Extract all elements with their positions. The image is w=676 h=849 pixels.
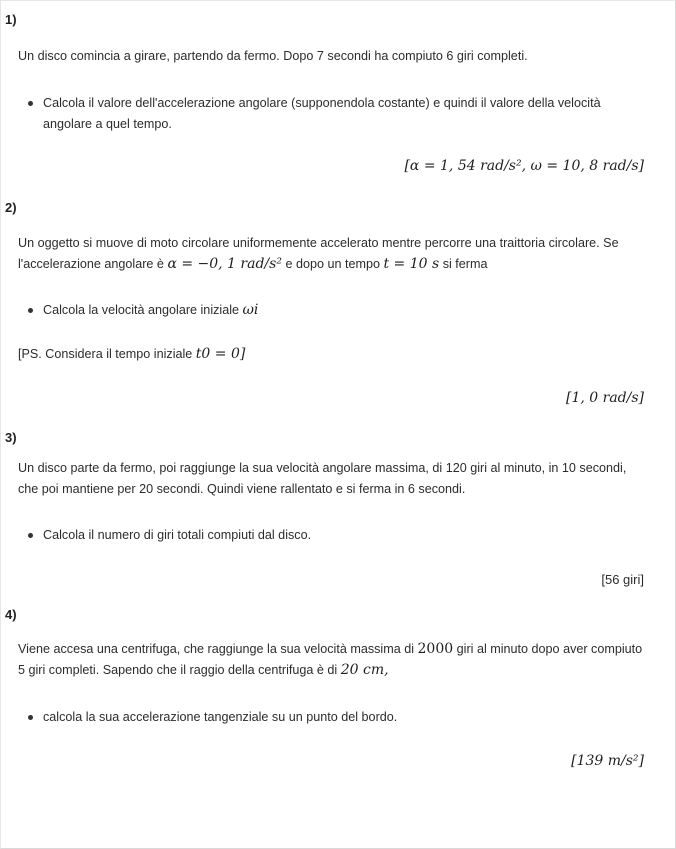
exercise-2-note xyxy=(18,344,644,365)
exercise-3-bullet: Calcola il numero di giri totali compiuti dal disco. xyxy=(28,525,644,546)
exercise-2-note-expr: t0 = 0] xyxy=(195,346,246,362)
exercise-2-number: 2) xyxy=(5,200,17,215)
exercise-2-time-expr: t = 10 s xyxy=(383,256,440,272)
exercise-1-text: Un disco comincia a girare, partendo da fermo. Dopo 7 secondi ha compiuto 6 giri completi. xyxy=(18,49,528,63)
exercise-1-answer-math: [α = 1, 54 rad/s², ω = 10, 8 rad/s] xyxy=(404,158,644,174)
exercise-2-note-text: [PS. Considera il tempo iniziale xyxy=(18,347,193,361)
exercise-3-answer: [56 giri] xyxy=(601,572,644,587)
exercise-4-bullet: calcola la sua accelerazione tangenziale su un punto del bordo. xyxy=(28,707,644,728)
exercise-2-answer xyxy=(566,390,644,406)
exercise-4-radius-expr: 20 cm, xyxy=(340,662,389,678)
exercise-1-number: 1) xyxy=(5,12,17,27)
exercise-1-bullet: Calcola il valore dell'accelerazione angolare (supponendola costante) e quindi il valore della velocità angolare a quel tempo. xyxy=(28,93,644,135)
exercise-2-alpha-expr: α = −0, 1 rad/s² xyxy=(167,256,282,272)
exercise-2-bullet-text: Calcola la velocità angolare iniziale xyxy=(43,303,240,317)
exercise-4-rpm-expr: 2000 xyxy=(417,641,454,657)
exercise-2-text-before: Un oggetto si muove di moto circolare uniformemente accelerato mentre percorre una traittoria circolare. Se l'accelerazione angolare è xyxy=(18,236,619,271)
exercise-2-bullet xyxy=(28,300,644,321)
exercise-2-text-middle: e dopo un tempo xyxy=(285,257,380,271)
exercise-4-answer-math: [139 m/s²] xyxy=(571,753,644,769)
exercise-4-answer xyxy=(571,753,644,769)
exercise-2-text-after: si ferma xyxy=(442,257,488,271)
exercise-1-answer xyxy=(404,158,644,174)
exercise-2-text xyxy=(18,233,644,275)
exercise-4-text-before: Viene accesa una centrifuga, che raggiunge la sua velocità massima di xyxy=(18,642,415,656)
exercise-3-text: Un disco parte da fermo, poi raggiunge la sua velocità angolare massima, di 120 giri al minuto, in 10 secondi, che poi mantiene per 20 secondi. Quindi viene rallentato e si ferma in 6 secondi. xyxy=(18,461,627,496)
exercise-4-text-middle: giri al minuto dopo aver compiuto 5 giri completi. Sapendo che il raggio della centrifuga è di xyxy=(18,642,643,677)
exercise-4-number: 4) xyxy=(5,607,17,622)
exercise-2-omega-symbol: ωi xyxy=(242,302,259,318)
exercise-2-answer-math: [1, 0 rad/s] xyxy=(566,390,644,406)
exercise-4-text xyxy=(18,639,644,681)
exercise-3-number: 3) xyxy=(5,430,17,445)
